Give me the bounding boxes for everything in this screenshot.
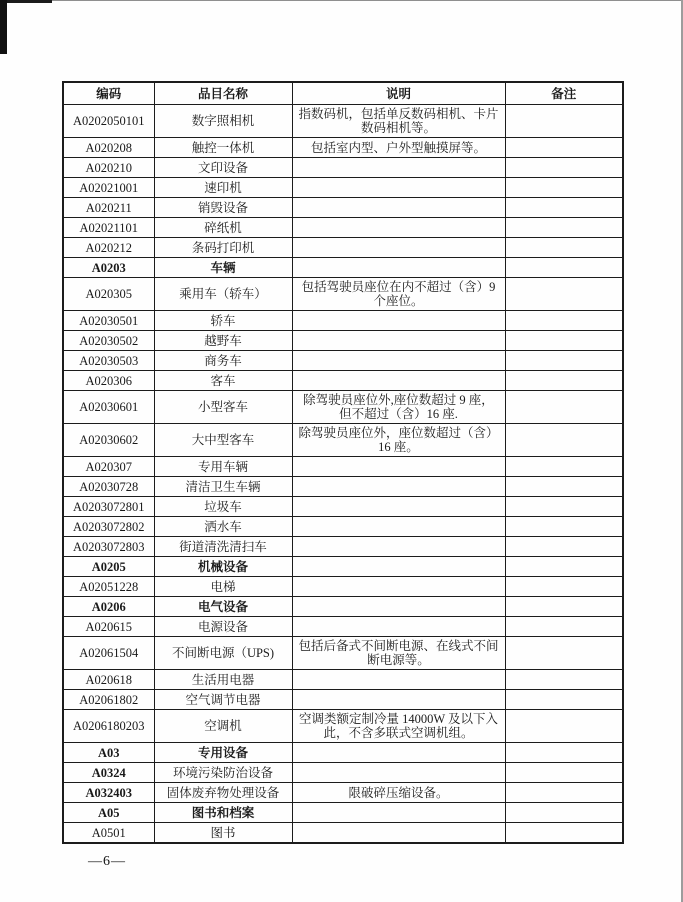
note-cell xyxy=(505,198,623,218)
table-row xyxy=(63,803,623,823)
table-row xyxy=(63,763,623,783)
table-row xyxy=(63,617,623,637)
desc-cell xyxy=(292,178,505,198)
table-row xyxy=(63,637,623,670)
desc-cell xyxy=(292,198,505,218)
table-row xyxy=(63,331,623,351)
name-cell: 不间断电源（UPS) xyxy=(154,637,292,670)
name-cell: 电梯 xyxy=(154,577,292,597)
name-cell: 客车 xyxy=(154,371,292,391)
code-cell: A0206 xyxy=(63,597,154,617)
note-cell xyxy=(505,763,623,783)
note-cell xyxy=(505,158,623,178)
code-cell: A020211 xyxy=(63,198,154,218)
note-cell xyxy=(505,617,623,637)
code-cell: A02030728 xyxy=(63,477,154,497)
table-row xyxy=(63,743,623,763)
note-cell xyxy=(505,637,623,670)
code-cell: A020306 xyxy=(63,371,154,391)
code-cell: A0203072801 xyxy=(63,497,154,517)
code-cell: A020208 xyxy=(63,138,154,158)
code-cell: A0501 xyxy=(63,823,154,844)
desc-cell xyxy=(292,238,505,258)
desc-cell: 限破碎压缩设备。 xyxy=(292,783,505,803)
name-cell: 大中型客车 xyxy=(154,424,292,457)
scan-edge-top xyxy=(0,0,683,1)
desc-cell xyxy=(292,803,505,823)
table-row xyxy=(63,218,623,238)
desc-cell: 指数码机，包括单反数码相机、卡片数码相机等。 xyxy=(292,105,505,138)
code-cell: A0203 xyxy=(63,258,154,278)
desc-cell xyxy=(292,497,505,517)
name-cell: 触控一体机 xyxy=(154,138,292,158)
table-row xyxy=(63,823,623,844)
desc-cell xyxy=(292,457,505,477)
name-cell: 乘用车（轿车） xyxy=(154,278,292,311)
note-cell xyxy=(505,238,623,258)
note-cell xyxy=(505,424,623,457)
desc-cell: 除驾驶员座位外,座位数超过 9 座，但不超过（含）16 座. xyxy=(292,391,505,424)
note-cell xyxy=(505,457,623,477)
table-row xyxy=(63,497,623,517)
table-row xyxy=(63,537,623,557)
note-cell xyxy=(505,477,623,497)
name-cell: 专用车辆 xyxy=(154,457,292,477)
note-cell xyxy=(505,178,623,198)
note-cell xyxy=(505,331,623,351)
code-cell: A020305 xyxy=(63,278,154,311)
table-row xyxy=(63,198,623,218)
code-cell: A03 xyxy=(63,743,154,763)
desc-cell xyxy=(292,743,505,763)
code-cell: A02030601 xyxy=(63,391,154,424)
table-row xyxy=(63,577,623,597)
name-cell: 图书 xyxy=(154,823,292,844)
note-cell xyxy=(505,258,623,278)
table-row xyxy=(63,258,623,278)
code-cell: A02061504 xyxy=(63,637,154,670)
name-cell: 轿车 xyxy=(154,311,292,331)
desc-cell xyxy=(292,577,505,597)
name-cell: 小型客车 xyxy=(154,391,292,424)
code-cell: A0205 xyxy=(63,557,154,577)
table-row xyxy=(63,670,623,690)
table-row xyxy=(63,557,623,577)
code-cell: A02030501 xyxy=(63,311,154,331)
name-cell: 洒水车 xyxy=(154,517,292,537)
column-header-name: 品目名称 xyxy=(154,82,292,105)
desc-cell xyxy=(292,617,505,637)
note-cell xyxy=(505,311,623,331)
name-cell: 垃圾车 xyxy=(154,497,292,517)
note-cell xyxy=(505,517,623,537)
desc-cell xyxy=(292,670,505,690)
code-cell: A0203072803 xyxy=(63,537,154,557)
code-cell: A020618 xyxy=(63,670,154,690)
note-cell xyxy=(505,138,623,158)
code-cell: A02021001 xyxy=(63,178,154,198)
name-cell: 环境污染防治设备 xyxy=(154,763,292,783)
code-cell: A0324 xyxy=(63,763,154,783)
desc-cell xyxy=(292,537,505,557)
header-row xyxy=(63,82,623,105)
note-cell xyxy=(505,577,623,597)
code-cell: A020210 xyxy=(63,158,154,178)
note-cell xyxy=(505,670,623,690)
code-cell: A020307 xyxy=(63,457,154,477)
desc-cell: 包括室内型、户外型触摸屏等。 xyxy=(292,138,505,158)
name-cell: 专用设备 xyxy=(154,743,292,763)
table-row xyxy=(63,278,623,311)
desc-cell xyxy=(292,690,505,710)
desc-cell: 包括驾驶员座位在内不超过（含）9 个座位。 xyxy=(292,278,505,311)
note-cell xyxy=(505,218,623,238)
table-row xyxy=(63,311,623,331)
note-cell xyxy=(505,783,623,803)
code-cell: A0206180203 xyxy=(63,710,154,743)
page-number: —6— xyxy=(88,854,126,869)
name-cell: 固体废弃物处理设备 xyxy=(154,783,292,803)
column-header-code: 编码 xyxy=(63,82,154,105)
code-cell: A02030602 xyxy=(63,424,154,457)
name-cell: 文印设备 xyxy=(154,158,292,178)
note-cell xyxy=(505,690,623,710)
desc-cell xyxy=(292,371,505,391)
table-row xyxy=(63,477,623,497)
note-cell xyxy=(505,105,623,138)
name-cell: 图书和档案 xyxy=(154,803,292,823)
desc-cell xyxy=(292,763,505,783)
desc-cell xyxy=(292,311,505,331)
name-cell: 销毁设备 xyxy=(154,198,292,218)
desc-cell: 空调类额定制冷量 14000W 及以下入此，不含多联式空调机组。 xyxy=(292,710,505,743)
name-cell: 车辆 xyxy=(154,258,292,278)
code-cell: A0202050101 xyxy=(63,105,154,138)
table-row xyxy=(63,178,623,198)
note-cell xyxy=(505,537,623,557)
note-cell xyxy=(505,371,623,391)
code-cell: A02061802 xyxy=(63,690,154,710)
code-cell: A02021101 xyxy=(63,218,154,238)
desc-cell xyxy=(292,351,505,371)
table-row xyxy=(63,710,623,743)
name-cell: 机械设备 xyxy=(154,557,292,577)
desc-cell: 包括后备式不间断电源、在线式不间断电源等。 xyxy=(292,637,505,670)
code-cell: A0203072802 xyxy=(63,517,154,537)
column-header-note: 备注 xyxy=(505,82,623,105)
name-cell: 空调机 xyxy=(154,710,292,743)
table-row xyxy=(63,690,623,710)
code-cell: A032403 xyxy=(63,783,154,803)
name-cell: 空气调节电器 xyxy=(154,690,292,710)
name-cell: 越野车 xyxy=(154,331,292,351)
code-cell: A020212 xyxy=(63,238,154,258)
name-cell: 速印机 xyxy=(154,178,292,198)
note-cell xyxy=(505,557,623,577)
note-cell xyxy=(505,351,623,371)
table-row xyxy=(63,391,623,424)
name-cell: 商务车 xyxy=(154,351,292,371)
code-cell: A020615 xyxy=(63,617,154,637)
table-row xyxy=(63,158,623,178)
desc-cell xyxy=(292,517,505,537)
table-row xyxy=(63,457,623,477)
desc-cell xyxy=(292,597,505,617)
name-cell: 数字照相机 xyxy=(154,105,292,138)
desc-cell: 除驾驶员座位外，座位数超过（含）16 座。 xyxy=(292,424,505,457)
desc-cell xyxy=(292,557,505,577)
code-cell: A02051228 xyxy=(63,577,154,597)
note-cell xyxy=(505,497,623,517)
note-cell xyxy=(505,278,623,311)
desc-cell xyxy=(292,477,505,497)
scan-corner-mark xyxy=(0,0,7,54)
table-row xyxy=(63,351,623,371)
note-cell xyxy=(505,597,623,617)
desc-cell xyxy=(292,331,505,351)
name-cell: 清洁卫生车辆 xyxy=(154,477,292,497)
code-cell: A02030503 xyxy=(63,351,154,371)
column-header-desc: 说明 xyxy=(292,82,505,105)
name-cell: 碎纸机 xyxy=(154,218,292,238)
desc-cell xyxy=(292,258,505,278)
desc-cell xyxy=(292,218,505,238)
code-cell: A02030502 xyxy=(63,331,154,351)
desc-cell xyxy=(292,823,505,844)
table-row xyxy=(63,424,623,457)
name-cell: 电源设备 xyxy=(154,617,292,637)
name-cell: 生活用电器 xyxy=(154,670,292,690)
name-cell: 条码打印机 xyxy=(154,238,292,258)
table-row xyxy=(63,597,623,617)
procurement-catalog-table xyxy=(62,81,624,844)
code-cell: A05 xyxy=(63,803,154,823)
table-row xyxy=(63,138,623,158)
table-row xyxy=(63,783,623,803)
desc-cell xyxy=(292,158,505,178)
note-cell xyxy=(505,803,623,823)
scan-corner-top-mark xyxy=(0,0,52,3)
table-row xyxy=(63,517,623,537)
table-row xyxy=(63,238,623,258)
table-body xyxy=(63,105,623,844)
note-cell xyxy=(505,391,623,424)
table-row xyxy=(63,105,623,138)
name-cell: 街道清洗清扫车 xyxy=(154,537,292,557)
note-cell xyxy=(505,823,623,844)
name-cell: 电气设备 xyxy=(154,597,292,617)
note-cell xyxy=(505,743,623,763)
note-cell xyxy=(505,710,623,743)
table-row xyxy=(63,371,623,391)
